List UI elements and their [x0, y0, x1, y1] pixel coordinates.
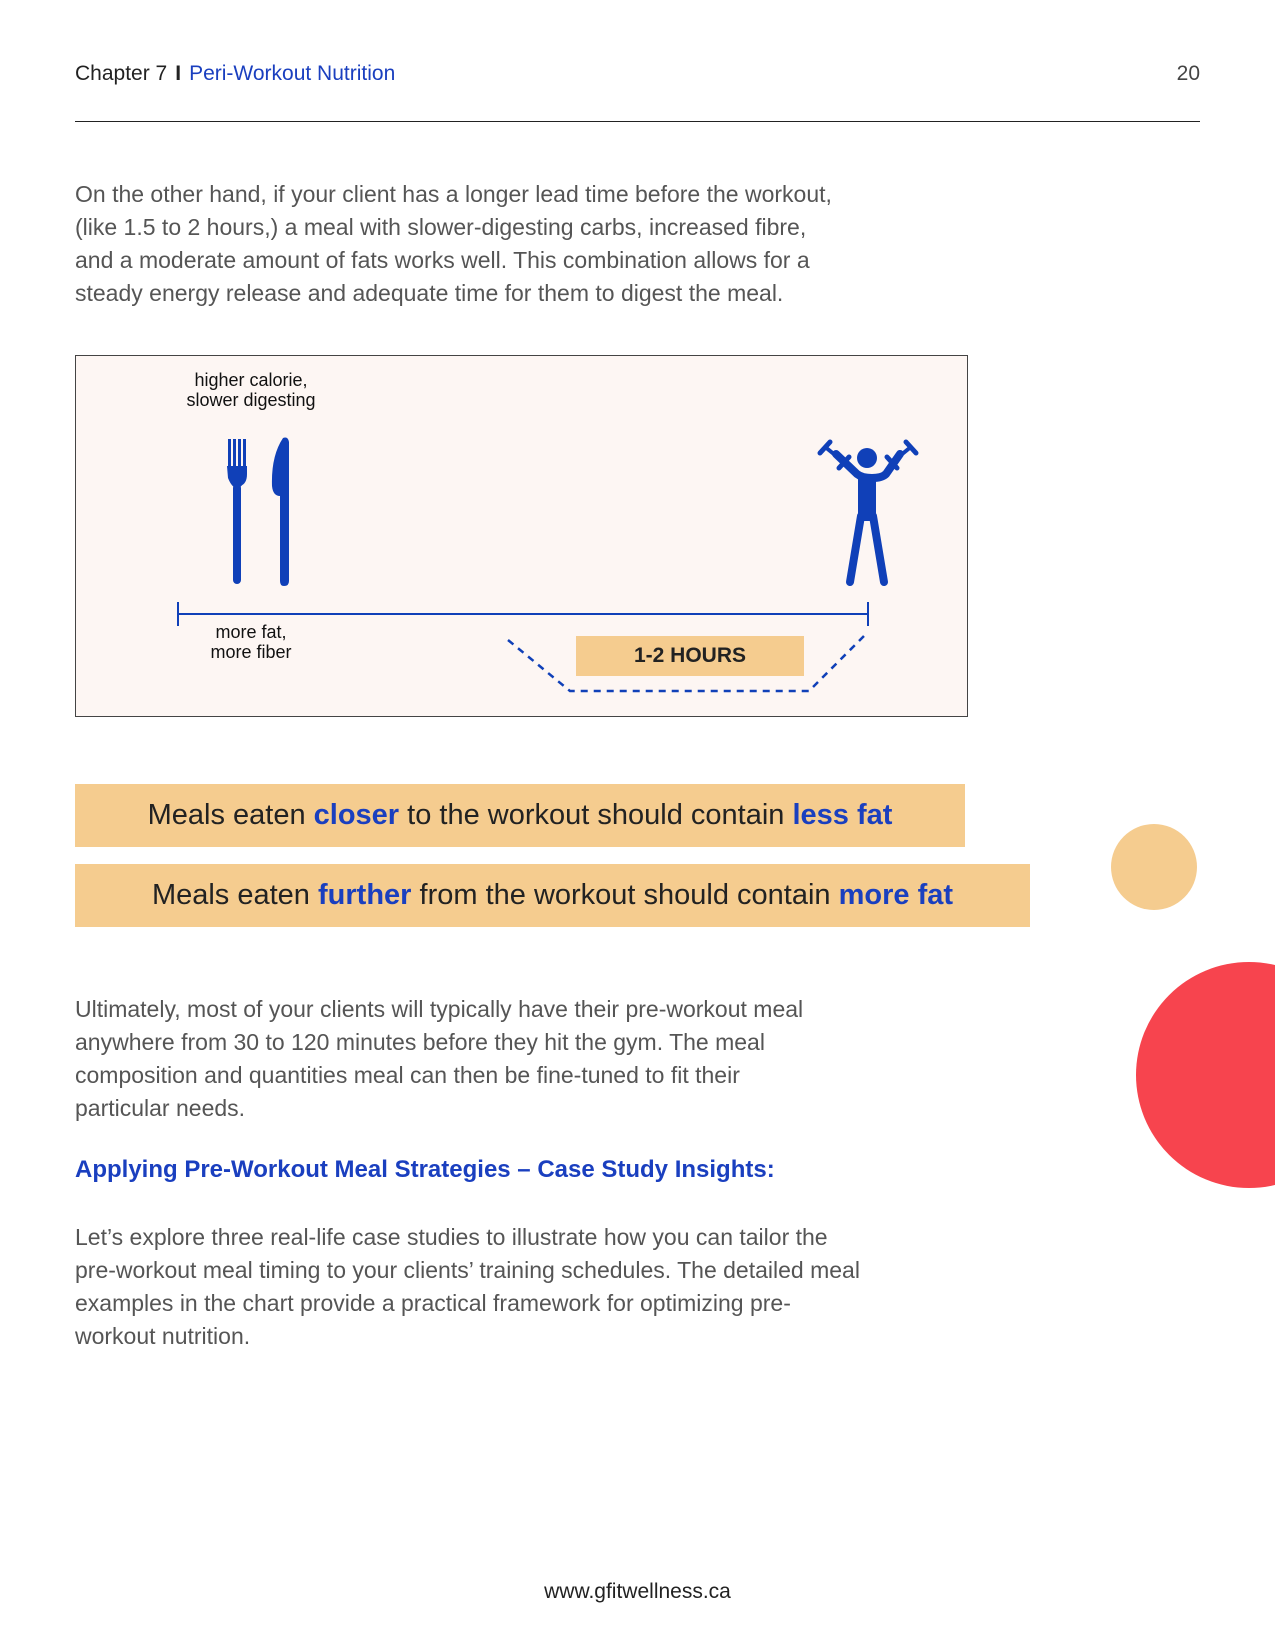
summary-paragraph	[75, 993, 803, 1125]
diagram-graphics	[76, 356, 969, 718]
case-study-paragraph	[75, 1221, 860, 1353]
breadcrumb-separator: I	[175, 62, 182, 85]
duration-label: 1-2 HOURS	[576, 636, 804, 676]
decorative-orange-circle	[1111, 824, 1197, 910]
banner-text: Meals eaten	[147, 799, 314, 831]
banner-further-more-fat	[75, 864, 1030, 927]
paragraph-line: steady energy release and adequate time for them to digest the meal.	[75, 280, 784, 306]
bottom-label-line: more fat,	[215, 622, 287, 642]
paragraph-line: Ultimately, most of your clients will typically have their pre-workout meal	[75, 996, 804, 1022]
paragraph-line: anywhere from 30 to 120 minutes before they hit the gym. The meal	[75, 1029, 765, 1055]
paragraph-line: composition and quantities meal can then be fine-tuned to fit their	[75, 1062, 740, 1088]
banner-closer-less-fat	[75, 784, 965, 847]
intro-paragraph	[75, 178, 832, 310]
section-subheading: Applying Pre-Workout Meal Strategies – Case Study Insights:	[75, 1156, 775, 1183]
header-divider	[75, 121, 1200, 122]
banner-highlight: less fat	[792, 799, 893, 831]
fork-knife-icon	[227, 438, 289, 587]
paragraph-line: On the other hand, if your client has a longer lead time before the workout,	[75, 181, 832, 207]
paragraph-line: (like 1.5 to 2 hours,) a meal with slower-digesting carbs, increased fibre,	[75, 214, 807, 240]
knife-icon	[272, 438, 289, 587]
page-number: 20	[1176, 62, 1200, 85]
decorative-red-circle	[1136, 962, 1275, 1188]
paragraph-line: particular needs.	[75, 1095, 246, 1121]
meal-timing-diagram	[75, 355, 968, 717]
paragraph-line: and a moderate amount of fats works well. This combination allows for a	[75, 247, 810, 273]
section-title: Peri-Workout Nutrition	[189, 62, 396, 85]
person-lifting-dumbbells-icon	[820, 442, 916, 582]
banner-text: from the workout should contain	[411, 879, 839, 911]
banner-text: to the workout should contain	[399, 799, 793, 831]
fork-icon	[227, 439, 247, 584]
paragraph-line: Let’s explore three real-life case studies to illustrate how you can tailor the	[75, 1224, 828, 1250]
banner-highlight: further	[318, 879, 412, 911]
bottom-label	[171, 622, 331, 662]
page-header	[75, 62, 1200, 92]
banner-highlight: closer	[313, 799, 400, 831]
paragraph-line: workout nutrition.	[75, 1323, 251, 1349]
paragraph-line: pre-workout meal timing to your clients’ training schedules. The detailed meal	[75, 1257, 860, 1283]
bottom-label-line: more fiber	[210, 642, 292, 662]
paragraph-line: examples in the chart provide a practical framework for optimizing pre-	[75, 1290, 791, 1316]
chapter-label: Chapter 7	[75, 62, 168, 85]
top-label-line: higher calorie,	[194, 370, 308, 390]
banner-highlight: more fat	[838, 879, 954, 911]
footer-website: www.gfitwellness.ca	[544, 1580, 731, 1603]
top-label-line: slower digesting	[186, 390, 316, 410]
banner-text: Meals eaten	[151, 879, 318, 911]
chapter-breadcrumb	[75, 62, 395, 86]
